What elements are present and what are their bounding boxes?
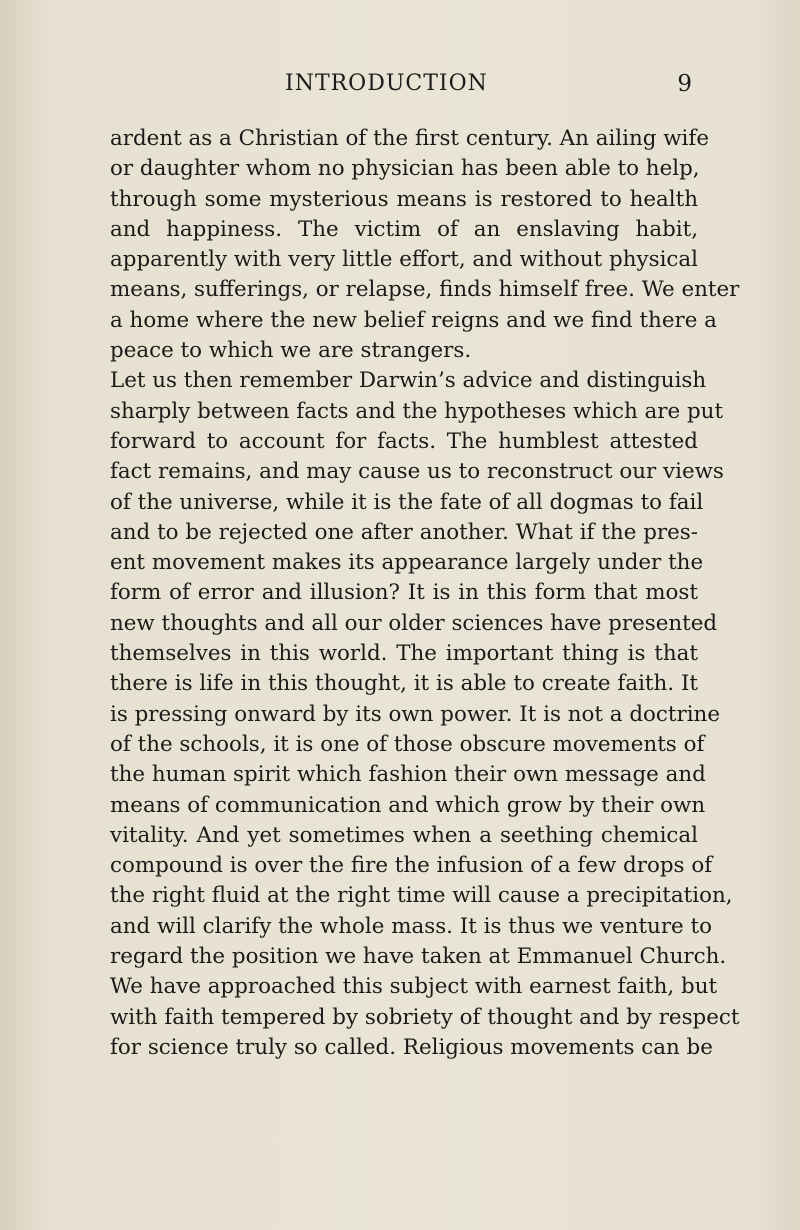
text-line: for science truly so called. Religious movements can be xyxy=(110,1034,713,1060)
body-text xyxy=(110,124,740,1063)
text-line: ardent as a Christian of the first century. An ailing wife xyxy=(110,126,709,151)
running-header xyxy=(110,66,692,102)
text-line: a home where the new belief reigns and we find there a xyxy=(110,307,717,333)
text-line: Let us then remember Darwin’s advice and distinguish xyxy=(110,368,707,394)
text-line: the human spirit which fashion their own message and xyxy=(110,762,706,788)
text-line: of the universe, while it is the fate of all dogmas to fail xyxy=(110,489,704,515)
text-line: forward to account for facts. The humblest attested xyxy=(110,428,698,454)
text-line: apparently with very little effort, and without physical xyxy=(110,247,698,273)
text-line: and will clarify the whole mass. It is thus we venture to xyxy=(110,913,712,939)
running-title: INTRODUCTION xyxy=(285,71,488,96)
text-line: or daughter whom no physician has been able to help, xyxy=(110,156,700,182)
text-line: themselves in this world. The important thing is that xyxy=(110,641,698,667)
text-line: form of error and illusion? It is in this form that most xyxy=(110,580,698,606)
text-line: through some mysterious means is restored to health xyxy=(110,186,698,212)
text-line: new thoughts and all our older sciences have presented xyxy=(110,610,718,636)
text-line: fact remains, and may cause us to reconstruct our views xyxy=(110,459,724,485)
text-line: sharply between facts and the hypotheses which are put xyxy=(110,398,724,424)
text-line: the right fluid at the right time will cause a precipitation, xyxy=(110,883,733,909)
text-line: is pressing onward by its own power. It is not a doctrine xyxy=(110,701,720,727)
text-line: means, sufferings, or relapse, finds himself free. We enter xyxy=(110,277,740,303)
text-line: of the schools, it is one of those obscure movements of xyxy=(110,731,705,757)
text-line: vitality. And yet sometimes when a seething chemical xyxy=(110,822,698,848)
text-line: peace to which we are strangers. xyxy=(110,338,472,364)
text-line: there is life in this thought, it is able to create faith. It xyxy=(110,671,698,697)
page-number: 9 xyxy=(677,71,692,97)
text-line: compound is over the fire the infusion of a few drops of xyxy=(110,853,713,879)
text-line: ent movement makes its appearance largely under the xyxy=(110,550,704,576)
text-line: and happiness. The victim of an enslaving habit, xyxy=(110,216,698,242)
text-line: and to be rejected one after another. What if the pres- xyxy=(110,519,698,545)
text-line: We have approached this subject with earnest faith, but xyxy=(110,974,718,1000)
text-line: with faith tempered by sobriety of thought and by respect xyxy=(110,1004,740,1030)
text-line: means of communication and which grow by their own xyxy=(110,792,706,818)
text-line: regard the position we have taken at Emmanuel Church. xyxy=(110,944,727,970)
